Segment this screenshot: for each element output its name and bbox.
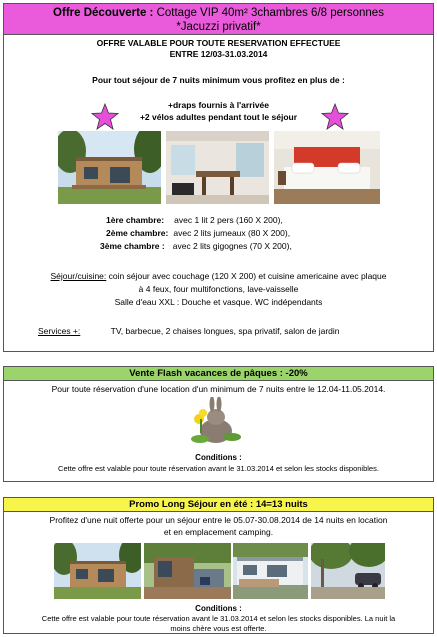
vente-flash-conditions-label: Conditions : bbox=[195, 453, 242, 462]
room-2 bbox=[4, 227, 433, 240]
services-line bbox=[38, 326, 340, 336]
offer-intro: Pour tout séjour de 7 nuits minimum vous profitez en plus de : bbox=[92, 75, 345, 85]
validity-line-2: ENTRE 12/03-31.03.2014 bbox=[169, 49, 268, 59]
room-3-text: avec 2 lits gigognes (70 X 200), bbox=[172, 241, 292, 251]
sejour-line-2: à 4 feux, four multifonctions, lave-vaisselle bbox=[138, 284, 299, 294]
star-icon bbox=[91, 103, 119, 131]
promo-body-line-1: Profitez d'une nuit offerte pour un séjour entre le 05.07-30.08.2014 de 14 nuits en location bbox=[49, 515, 388, 525]
vente-flash-conditions-text: Cette offre est valable pour toute réservation avant le 31.03.2014 et selon les stocks disponibles. bbox=[58, 464, 379, 473]
bedroom-photo bbox=[274, 131, 380, 204]
cottage-exterior-photo-2 bbox=[54, 543, 141, 599]
offer-title-bold: Offre Découverte : bbox=[53, 7, 154, 19]
vente-flash-card bbox=[3, 366, 434, 482]
services-label: Services +: bbox=[38, 326, 81, 336]
offer-title-rest: Cottage VIP 40m² 3chambres 6/8 personnes bbox=[153, 7, 384, 19]
bunny-easter-photo bbox=[186, 397, 246, 447]
vente-flash-header: Vente Flash vacances de pâques : -20% bbox=[4, 367, 433, 381]
room-2-text: avec 2 lits jumeaux (80 X 200), bbox=[173, 228, 291, 238]
sejour-text: coin séjour avec couchage (120 X 200) et cuisine americaine avec plaque bbox=[106, 271, 387, 281]
living-room-photo bbox=[166, 131, 269, 204]
validity-line-1: OFFRE VALABLE POUR TOUTE RESERVATION EFFECTUEE bbox=[96, 38, 341, 48]
offer-decouverte-card bbox=[3, 3, 434, 352]
promo-conditions-line-2: moins chère vous est offerte. bbox=[170, 624, 267, 633]
room-1-text: avec 1 lit 2 pers (160 X 200), bbox=[174, 215, 283, 225]
offer-decouverte-subtitle: *Jacuzzi privatif* bbox=[176, 21, 261, 33]
vente-flash-body: Pour toute réservation d'une location d'un minimum de 7 nuits entre le 12.04-11.05.2014. bbox=[51, 384, 386, 394]
star-icon bbox=[321, 103, 349, 131]
promo-conditions-label: Conditions : bbox=[195, 604, 242, 613]
promo-long-sejour-header: Promo Long Séjour en été : 14=13 nuits bbox=[4, 498, 433, 512]
mobile-home-photo bbox=[233, 543, 308, 599]
room-3 bbox=[4, 240, 433, 253]
bonus-sheets: +draps fournis à l'arrivée bbox=[168, 100, 269, 110]
promo-long-sejour-card bbox=[3, 497, 434, 634]
services-text: TV, barbecue, 2 chaises longues, spa privatif, salon de jardin bbox=[110, 326, 340, 336]
offer-decouverte-title bbox=[4, 6, 433, 20]
sejour-label: Séjour/cuisine: bbox=[50, 271, 107, 281]
room-1-label: 1ère chambre: bbox=[106, 215, 165, 225]
promo-body-line-2: et en emplacement camping. bbox=[163, 527, 274, 537]
promo-conditions-line-1: Cette offre est valable pour toute réservation avant le 31.03.2014 et selon les stocks disponibles. La nuit la bbox=[41, 614, 396, 623]
room-3-label: 3ème chambre : bbox=[100, 241, 165, 251]
camping-pitch-photo bbox=[311, 543, 385, 599]
terrace-photo bbox=[144, 543, 231, 599]
bonus-bikes: +2 vélos adultes pendant tout le séjour bbox=[139, 112, 298, 122]
cottage-exterior-photo bbox=[58, 131, 161, 204]
room-2-label: 2ème chambre: bbox=[106, 228, 169, 238]
sejour-line-1 bbox=[4, 270, 433, 283]
offer-decouverte-header bbox=[4, 4, 433, 35]
sejour-line-3: Salle d'eau XXL : Douche et vasque. WC indépendants bbox=[114, 297, 323, 307]
room-1 bbox=[4, 214, 433, 227]
